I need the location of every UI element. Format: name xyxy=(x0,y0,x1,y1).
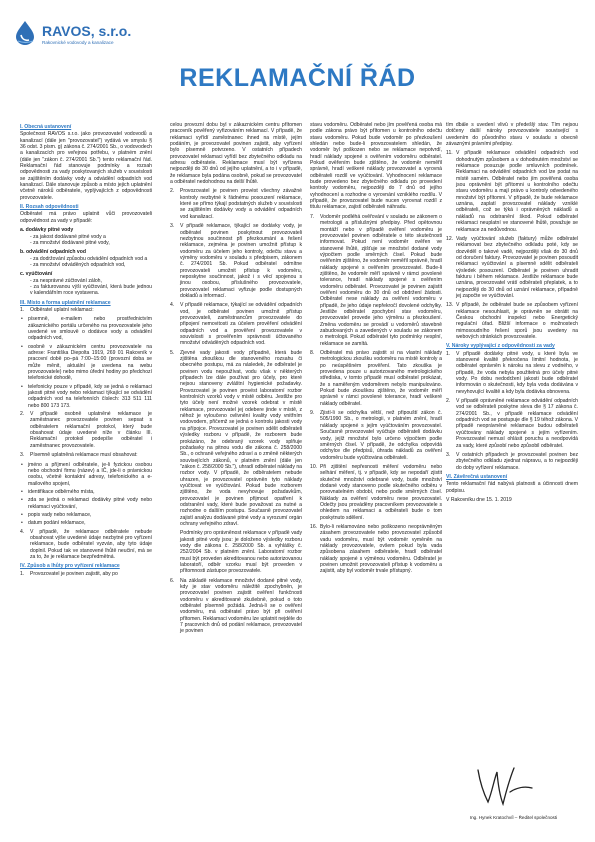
section-heading-claims: V. Nároky vyplývající z odpovědnosti za vady xyxy=(446,343,555,350)
numbered-item: 2. Provozovatel je povinen provést všechny závažné kontroly nezbytné k řádnému posouzení reklamace, které se přímo týkají podstatných služeb v souvislosti se zajištěním dodávky vody a odvádění odpadních vod kanalizací. xyxy=(170,188,302,220)
bullet-item: • telefonicky pouze v případě, kdy se jedná o reklamaci jakosti pitné vody nebo reklamaci týkající se odvádění odpadních vod na telefonních číslech: 313 511 111 nebo 800 173 173. xyxy=(21,383,152,409)
section-heading-place-form: III. Místo a forma uplatnění reklamace xyxy=(20,299,111,306)
numbered-item: 4. V případě, že reklamace odběratele nebude obsahovat výše uvedené údaje nezbytné pro vyřízení reklamace, bude odběratel vyzván, aby tyto údaje doplnil. Pokud tak ve stanovené lhůtě neučiní, má se za to, že je reklamace bezpředmětná. xyxy=(20,528,152,560)
column-4 xyxy=(446,122,578,752)
paragraph: stavu vodoměru. Odběratel nebo jím pověřená osoba má podle zákona právo být přítomen u kontrolního odečtu stavu vodoměru. Pokud bude vodoměr po přezkoušení shledán nebo bude-li provozovatelem shledán, že vodoměr byl poškozen nebo se reklamace nepotvrdí, hradí náklady spojené s ověřením vodoměru odběratel. Pokud ověřením bude zjištěno, že vodoměr neměřil správně, hradí veškeré náklady provozovatel a vyrovná odběrateli rozdíl ve vyúčtování. Vyhodnocení reklamace bude provedeno bez zbytečného odkladu po provedení kontroly vodoměru, nejpozději do 7 dnů od jejího vyhodnocení a rozhodne o vyrovnání vzniklého rozdílu. V případě, že provozovatel bude nucen vyrovnat rozdíl z titulu reklamace, zajistí odběrateli náhradu. xyxy=(310,122,442,211)
numbered-item: 3. Písemně uplatněná reklamace musí obsahovat: xyxy=(20,452,138,459)
numbered-item: 3. V ostatních případech je provozovatel povinen bez zbytečného odkladu zjednat nápravu, a to nejpozději do doby vyřízení reklamace. xyxy=(446,451,578,471)
numbered-item: 2. V případě osobně uplatněné reklamace je zaměstnanec provozovatele povinen sepsat s odběratelem reklamační protokol, který bude obsahovat údaje uvedené níže v článku III. Reklamační protokol podepíše odběratel i zaměstnanec provozovatele. xyxy=(20,411,152,449)
numbered-item: 16. Bylo-li reklamováno nebo poškozeno neoprávněným zásahem provozovatele nebo provozovatel způsobil vadu vodoměru, musí být vodoměr vyměněn na náklady provozovatele, ovšem pokud byla vada způsobena zásahem odběratele, hradí odběratel náklady spojené s výměnou vodoměru. Odběratel je povinen umožnit provozovateli přístup k vodoměru a zajistit, aby byl vodoměr trvale přístupný. xyxy=(310,523,442,575)
list-item: - za jakost dodávané pitné vody a xyxy=(30,233,106,240)
section-heading-final: VI. Závěrečná ustanovení xyxy=(446,473,508,480)
list-heading: c. vyúčtování xyxy=(20,271,53,278)
list-item: - za nesprávné zúčtování záloh, xyxy=(30,277,102,284)
list-item: - za dodržování způsobu odvádění odpadních vod a xyxy=(30,255,148,262)
bullet-item: • datum podání reklamace, xyxy=(21,520,86,527)
numbered-item: 1. V případě dodávky pitné vody, u které byla ve stanovené kvalitě překročena limitní hodnota, je odběratel oprávněn k nároku na slevu z vodného, v případě, že voda nebyla použitelná pro účely pitné vody. Po dobu nedodržení jakosti bude odběratel informován o skutečnosti, kdy byla voda dodávána v nevyhovující kvalitě a kdy byla dodávka obnovena. xyxy=(446,350,578,395)
bullet-item: • zda se jedná o reklamaci dodávky pitné vody nebo reklamaci vyúčtování, xyxy=(21,497,152,510)
list-heading: a. dodávky pitné vody xyxy=(20,227,74,234)
numbered-item: 10. Při zjištění nepřesnosti měření vodoměru nebo selhání měření, tj. v případě, kdy se nepodaří zjistit skutečné množství odebrané vody, bude množství dodané vody stanoveno podle skutečného odběru v porovnatelném období, nebo podle směrných čísel. Náklady za ověření vodoměru nese provozovatel. Odečty jsou prováděny pracovníkem provozovatele s ohledem na reklamaci a odběrateli bude o tom poskytnuto sdělení. xyxy=(310,463,442,521)
signatory: Ing. Hynek Kratochvíl – Ředitel společnosti xyxy=(469,815,558,820)
paragraph: Odběratel má právo uplatnit vůči provozovateli odpovědnost za vady v případě: xyxy=(20,211,152,224)
paragraph: Společnost RAVOS s.r.o. jako provozovatel vodovodů a kanalizací (dále jen "provozovatel") vydává ve smyslu § 36 odst. 3 písm. g) zákona č. 274/2001 Sb., o vodovodech a kanalizacích pro veřejnou potřebu, v platném znění (dále jen "zákon č. 274/2001 Sb.") tento reklamační řád. Reklamační řád stanovuje podmínky a rozsah odpovědnosti za vady poskytovaných služeb v souvislosti se zajištěním dodávky vody a odvádění odpadních vod kanalizací. Dále stanovuje způsob a místo jejich uplatnění včetně nároků odběratele, vyplývajících z odpovědnosti provozovatele. xyxy=(20,131,152,201)
numbered-item: 1. Provozovatel je povinen zajistit, aby po xyxy=(20,570,118,577)
column-1 xyxy=(20,122,152,832)
section-heading-general: I. Obecná ustanovení xyxy=(20,124,72,130)
paragraph: tím dbále s uvedení vlivů v předešlý stav. Tím nejsou dotčeny další nároky provozovatele související s uvedením do původního stavu v souladu s obecně závaznými právními předpisy. xyxy=(446,122,578,148)
numbered-item: 5. Zjevné vady jakosti vody případně, která bude zjištěna zkouškou dle stanoveného rozsahu či obecného postupu, má za následek, že odběratel je povinen vodu nepoužívat, vodu však v některých případech lze dále používat pro účely, pro které nejsou stanoveny zvláštní hygienické požadavky. Provozovatel je povinen provést laboratorní rozbor kontrolních vzorků vody v místě odběru. Jestliže pro tyto účely není možné vzorek odebrat v místě reklamace, provozovatel jej odebere jinde v místě, z něhož je vyloučeno ovlivnění kvality vody vnitřním vodovodem, přičemž se jedná o kontrolu jakosti vody na přípojce. Provozovatel je povinen sdělit odběrateli výsledky rozboru v případě, že rozborem bude prokázáno, že odebraný vzorek vody splňuje požadavky na pitnou vodu dle zákona č. 258/2000 Sb., o ochraně veřejného zdraví a o změně některých souvisejících zákonů, v platném znění (dále jen "zákon č. 258/2000 Sb."), uhradí odběratel náklady na rozbor vody. V případě, že odběratelem nebude uhrazen, je provozovatel oprávněn tyto náklady vyúčtovat ve vyúčtování. Pokud bude rozborem zjištěno, že voda nevyhovuje požadavkům, provozovatel je povinen přijmout opatření k odstranění vady, které bude považovat za nutné a rozhodne o dalším postupu. Současně provozovatel zajistí analýzu dodávané pitné vody a vyrozumí orgán ochrany veřejného zdraví. xyxy=(170,349,302,527)
water-drop-logo-icon xyxy=(14,20,36,46)
numbered-item: 12. Vady vyúčtování služeb (faktury) může odběratel reklamovat bez zbytečného odkladu poté, kdy se dozvěděl o takové vadě, nejpozději však do 30 dnů od doručení faktury. Provozovatel je povinen posoudit reklamaci vyúčtování a písemně sdělit odběrateli výsledek posouzení. Odběratel je povinen uhradit fakturu i během reklamace. Jestliže reklamace bude uznána, provozovatel vrátí odběrateli přeplatek, a to nejpozději do 30 dnů od uznání reklamace, případně jej započte ve vyúčtování. xyxy=(446,235,578,299)
logo-tagline: Rakovnické vodovody a kanalizace xyxy=(42,40,114,45)
paragraph: Podmínky pro oprávněnost reklamace v případě vady jakosti pitné vody jsou: je doloženo výsledky rozboru vody dle zákona č. 258/2000 Sb. a vyhlášky č. 252/2004 Sb. v platném znění. Laboratorní rozbor musí být proveden akreditovanou nebo autorizovanou laboratoří, odběr vzorku musí být proveden v přítomnosti zástupce provozovatele. xyxy=(180,530,302,575)
handwritten-signature xyxy=(470,762,540,810)
company-logo xyxy=(14,20,164,50)
list-item: - za množství odváděných odpadních vod, xyxy=(30,261,126,268)
numbered-item: 11. V případě reklamace odvádění odpadních vod dohodnutým způsobem a v dohodnutém množství se reklamace posuzuje podle smluvních podmínek. Reklamaci na odvádění odpadních vod lze podat na místě samém. Odběratel nebo jím pověřená osoba jsou oprávněni být přítomni u kontrolního odečtu stavu vodoměru a mají právo u kontroly odvedeného množství být přítomni. V případě, že bude reklamace uznána, zaplatí provozovatel náklady vzniklé odběrateli, což se týká i oprávněných nákladů a nákladů na odstranění škod. Pokud odběratel reklamaci neuplatní ve stanovené lhůtě, považuje se reklamace za nedůvodnou. xyxy=(446,150,578,233)
bullet-item: • jméno a příjmení odběratele, je-li fyzickou osobou nebo obchodní firmu (název) a IČ, jde-li o právnickou osobu, včetně kontaktní adresy, telefonického a e-mailového spojení, xyxy=(21,461,152,487)
place-and-date: V Rakovníku dne 15. 1. 2019 xyxy=(446,496,512,503)
list-item: - za množství dodávané pitné vody, xyxy=(30,239,110,246)
column-3 xyxy=(310,122,442,832)
numbered-item: 6. Na základě reklamace množství dodané pitné vody, kdy je stav vodoměru náležitě zpochybněn, je provozovatel povinen zajistit ověření funkčnosti vodoměru v akreditované zkušebně, pokud o toto odběratel písemně požádá. Jedná-li se o ověření vodoměru, má odběratel právo být při ověření přítomen. Reklamaci vodoměru lze uplatnit nejdéle do 7 pracovních dnů od podání reklamace, provozovatel je povinen xyxy=(170,577,302,635)
paragraph: celou provozní dobu byl v zákaznickém centru přítomen pracovník pověřený vyřizováním reklamací. V případě, že reklamaci vyřídí zaměstnanec ihned na místě, jejím podáním, je provozovatel povinen zajistit, aby vyřízení bylo písemně potvrzeno. V ostatních případech provozovatel reklamaci vyřídí bez zbytečného odkladu na adresu odběratele. Reklamace musí být vyřízena nejpozději do 30 dnů od jejího uplatnění, a to i v případě, že reklamace byla podána osobně, pokud se provozovatel a odběratel nedohodnou na delší lhůtě. xyxy=(170,122,302,186)
bullet-item: • popis vady nebo reklamace, xyxy=(21,511,92,518)
list-item: - za fakturovanou výši vyúčtování, která bude jednou v kalendářním roce vystavena. xyxy=(30,283,152,297)
bullet-item: • písemně, e-mailem nebo prostřednictvím zákaznického portálu určeného na provozovatele jeho uvedené ve smlouvě o dodávce vody a odvádění odpadních vod, xyxy=(21,316,152,342)
numbered-item: 1. Odběratel uplatní reklamaci: xyxy=(20,306,94,313)
section-heading-scope: II. Rozsah odpovědnosti xyxy=(20,204,79,211)
numbered-item: 9. Zjistí-li se odchylka větší, než připouští zákon č. 505/1990 Sb., o metrologii, v platném znění, hradí náklady spojené s jejím vyúčtováním provozovatel. Současně provozovatel vyúčtuje odběrateli dodávku vody, jejíž množství bylo určeno výpočtem podle směrných čísel. V případě, že odchylka odpovídá odchylce dle předpisů, úhrada nákladů za ověření vodoměru bude vyúčtována odběrateli. xyxy=(310,410,442,461)
list-heading: b. odvádění odpadních vod xyxy=(20,249,86,256)
bullet-item: • identifikace odběrného místa, xyxy=(21,488,95,495)
paragraph: Tento reklamační řád nabývá platnosti a účinnosti dnem podpisu. xyxy=(446,481,578,494)
numbered-item: 7. Vodoměr podléhá ověřování v souladu se zákonem o metrologii a příslušnými předpisy. Před opětovnou montáží nebo v případě ověření vodoměru je provozovatel povinen odběratele o této skutečnosti informovat. Pokud není vodoměr ověřen ve stanovené lhůtě, zjišťuje se množství dodané vody výpočtem podle směrných čísel. Pokud bude ověřením zjištěno, že vodoměr neměřil správně, hradí náklady spojené s ověřením provozovatel. Bude-li zjištěno, že vodoměr měří správně v rámci povolené tolerance, hradí náklady spojené s ověřením vodoměru odběratel. Provozovatel je povinen zajistit ověření vodoměru do 30 dnů od obdržení žádosti. Odběratel nese náklady za ověření vodoměru v případě, že jeho údaje nepřekročí dovolené odchylky. Jestliže odběratel zpochybní stav vodoměru, provozovatel provede jeho výměnu a přezkoušení. Změna vodoměru se provádí u vodoměrů stavebně zabudovaných a zavedených v souladu se zákonem o metrologii. Pokud odběratel tyto podmínky nesplní, reklamace se zamítá. xyxy=(310,213,442,347)
page-title: REKLAMAČNÍ ŘÁD xyxy=(179,64,416,92)
column-2 xyxy=(170,122,302,832)
numbered-item: 3. V případě reklamace, týkající se dodávky vody, je odběratel povinen poskytnout provozovateli nezbytnou součinnost při přezkoumání a řešení reklamace, zejména je povinen umožnit přístup k vodoměru za účelem jeho kontroly, odečtu stavu a výměny vodoměru v souladu s předpisem, zákonem č. 274/2001 Sb. Pokud odběratel odmítne provozovateli umožnit přístup k vodoměru, neposkytne součinnost, jakož i s věcí spojenou s jinou osobou, příslušného provozovatele, provozovatel reklamaci vyřizuje podle dostupných dokladů a informací. xyxy=(170,223,302,299)
logo-name: RAVOS, s.r.o. xyxy=(42,23,132,39)
section-heading-handling: IV. Způsob a lhůty pro vyřízení reklamace xyxy=(20,563,120,570)
numbered-item: 2. V případě oprávněné reklamace odvádění odpadních vod se odběrateli poskytne sleva dle § 17 zákona č. 274/2001 Sb., v případě reklamace odvádění odpadních vod se postupuje dle § 19 téhož zákona. V případě neoprávněné reklamace budou odběrateli vyúčtovány náklady spojené s jejím vyřízením. Provozovatel nemusí ohlásit poruchu a neodpovídá za vady, které způsobí nebo způsobil odběratel. xyxy=(446,398,578,449)
numbered-item: 13. V případě, že odběratel bude se způsobem vyřízení reklamace nesouhlasit, je oprávněn se obrátit na Českou obchodní inspekci nebo Energetický regulační úřad. Bližší informace o možnostech mimosoudního řešení sporů jsou uvedeny na webových stránkách provozovatele. xyxy=(446,302,578,340)
bullet-item: • osobně v zákaznickém centru provozovatele na adrese: Františka Diepolta 1919, 269 01 Rakovník v pracovní době po–pá 7:00–15:00 (provozní doba se může měnit, aktuální je uvedena na webu provozovatele) nebo mimo úřední hodiny po předchozí telefonické dohodě, xyxy=(21,343,152,382)
numbered-item: 4. V případě reklamace, týkající se odvádění odpadních vod, je odběratel povinen umožnit přístup provozovateli, zaměstnancům provozovatele do připojení nemovitosti za účelem prověření odvádění odpadních vod a prověření provozovatele v souvislosti s prověřením správnosti účtovaného množství odváděných odpadních vod. xyxy=(170,302,302,347)
numbered-item: 8. Odběratel má právo zajistit si na vlastní náklady metrologickou zkoušku vodoměru na místě kontroly a po neúspěšném prověření. Tato zkouška je provedena pouze u autorizovaného metrologického střediska, v tomto případě musí odběratel prokázat, že s naměřeným vodoměrem nebylo manipulováno. Pokud bude zkouškou zjištěno, že vodoměr měří správně v rámci povolené tolerance, hradí veškeré náklady odběratel. xyxy=(310,350,442,407)
